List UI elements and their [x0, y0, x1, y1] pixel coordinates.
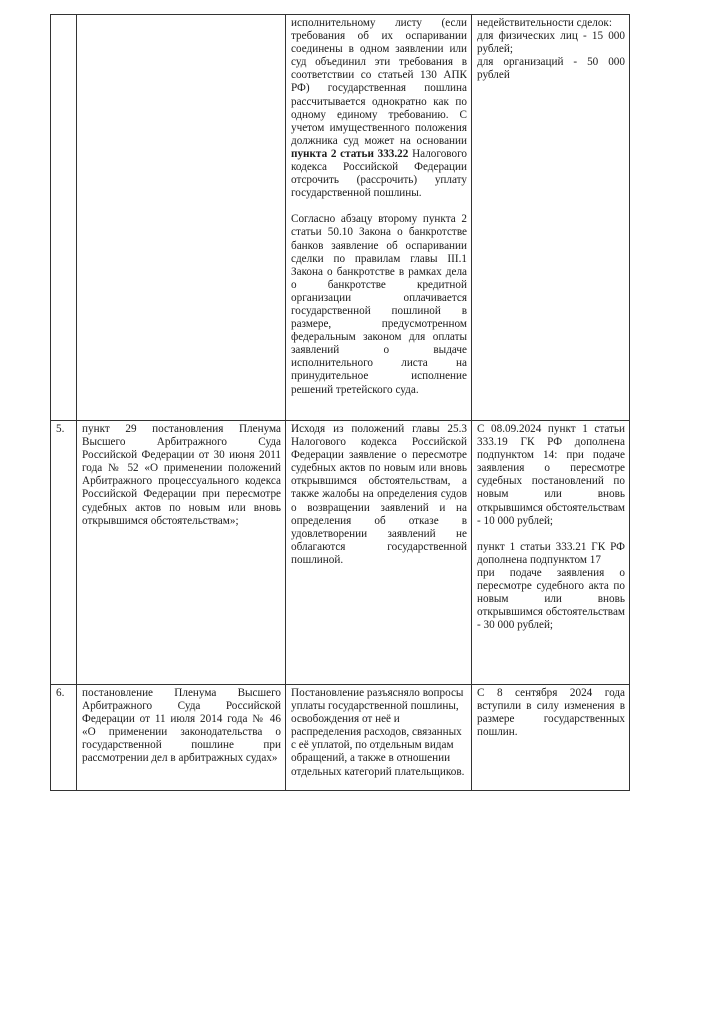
- changes-cell: [472, 15, 630, 421]
- changes-paragraph: пункт 1 статьи 333.21 ГК РФ дополнена подпунктом 17: [477, 540, 625, 566]
- clarification-text: исполнительному листу (если требования об их оспаривании соединены в одном заявлении или суд объединил эти требования в соответствии со статьей 130 АПК РФ) государственная пошлина рассчитывается однократно как по одному единому требованию. С учетом имущественного положения должника суд может на основании: [291, 17, 467, 147]
- clarification-bold-ref: пункта 2 статьи 333.22: [291, 147, 409, 160]
- changes-paragraph: для организаций - 50 000 рублей: [477, 56, 625, 82]
- acts-table: [50, 14, 630, 791]
- changes-cell: [472, 421, 630, 685]
- clarification-paragraph: [291, 17, 467, 200]
- document-cell: [77, 15, 286, 421]
- changes-cell: [472, 685, 630, 791]
- document-cell: [77, 421, 286, 685]
- clarification-cell: [286, 15, 472, 421]
- row-number-cell: [51, 421, 77, 685]
- row-number-cell: [51, 685, 77, 791]
- document-cell: [77, 685, 286, 791]
- row-number: 5.: [56, 423, 65, 435]
- clarification-text: Постановление разъясняло вопросы уплаты государственной пошлины, освобождения от неё и распределения расходов, связанных с её уплатой, по отдельным видам обращений, а также в отношении отдельных категорий плательщиков.: [291, 687, 465, 778]
- paragraph-gap: [477, 528, 625, 541]
- paragraph-gap: [291, 200, 467, 213]
- changes-text: С 8 сентября 2024 года вступили в силу изменения в размере государственных пошлин.: [477, 687, 625, 739]
- clarification-text: Исходя из положений главы 25.3 Налогового кодекса Российской Федерации заявление о пересмотре судебных актов по новым или вновь открывшимся обстоятельствам, а также жалобы на определения судов о возвращении заявлений и на определения об отказе в удовлетворении заявлений не облагаются государственной пошлиной.: [291, 423, 467, 566]
- table-row: [51, 685, 630, 791]
- document-text: постановление Пленума Высшего Арбитражного Суда Российской Федерации от 11 июля 2014 года № 46 «О применении законодательства о государственной пошлине при рассмотрении дел в арбитражных судах»: [82, 687, 281, 765]
- changes-paragraph: недействительности сделок:: [477, 17, 612, 29]
- changes-paragraph: при подаче заявления о пересмотре судебного акта по новым или вновь открывшимся обстоятельствам - 30 000 рублей;: [477, 566, 625, 632]
- row-number-cell: [51, 15, 77, 421]
- changes-paragraph: для физических лиц - 15 000 рублей;: [477, 30, 625, 56]
- changes-paragraph: С 08.09.2024 пункт 1 статьи 333.19 ГК РФ дополнена подпунктом 14: при подаче заявления о пересмотре судебных постановлений по новым или вновь открывшимся обстоятельствам - 10 000 рублей;: [477, 423, 625, 527]
- table-row: [51, 421, 630, 685]
- clarification-cell: [286, 685, 472, 791]
- table-row: [51, 15, 630, 421]
- row-number: 6.: [56, 687, 65, 699]
- document-text: пункт 29 постановления Пленума Высшего Арбитражного Суда Российской Федерации от 30 июня 2011 года № 52 «О применении положений Арбитражного процессуального кодекса Российской Федерации при пересмотре судебных актов по новым или вновь открывшимся обстоятельствам»;: [82, 423, 281, 527]
- clarification-cell: [286, 421, 472, 685]
- clarification-text: Налогового кодекса Российской Федерации отсрочить (рассрочить) уплату государственной пошлины.: [291, 147, 467, 200]
- clarification-paragraph: Согласно абзацу второму пункта 2 статьи 50.10 Закона о банкротстве банков заявление об оспаривании сделки по правилам главы III.1 Закона о банкротстве в рамках дела о банкротстве кредитной организации оплачивается государственной пошлиной в размере, предусмотренном федеральным законом для оплаты заявлений о выдаче исполнительного листа на принудительное исполнение решений третейского суда.: [291, 213, 467, 396]
